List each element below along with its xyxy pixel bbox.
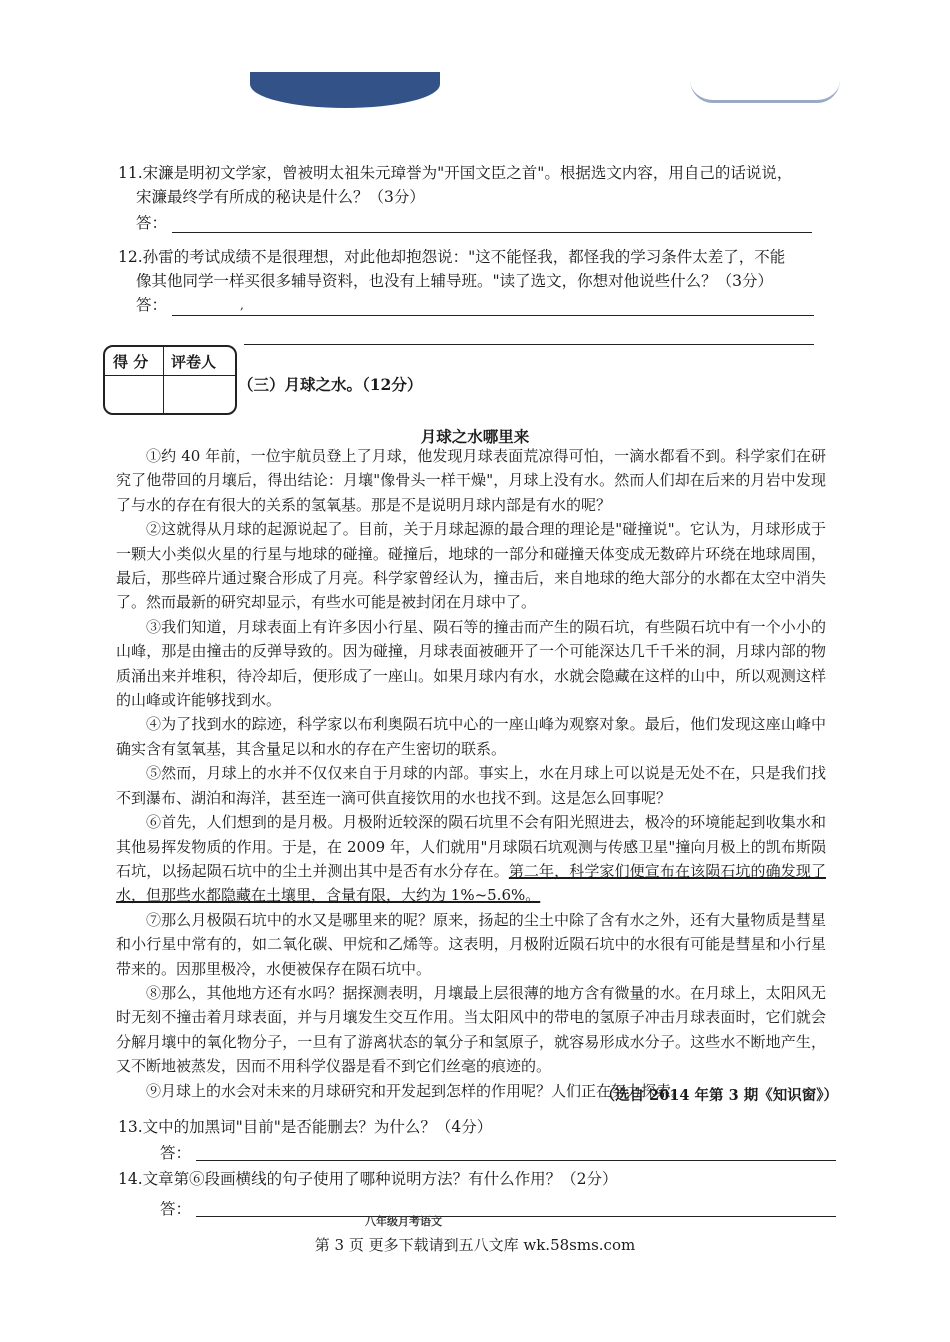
article-title: 月球之水哪里来: [420, 427, 530, 446]
paragraph-6-underlined: 第二年，科学家们便宣布在该陨石坑的确发现了水，但那些水都隐藏在土壤里，含量有限，大约为 1%~5.6%。: [116, 861, 826, 905]
answer-line-13[interactable]: [196, 1160, 836, 1161]
answer-label-12: 答：: [136, 296, 168, 314]
paragraph-7: ⑦那么月极陨石坑中的水又是哪里来的呢？原来，扬起的尘土中除了含有水之外，还有大量物质是彗星和小行星中常有的，如二氧化碳、甲烷和乙烯等。这表明，月极附近陨石坑中的水很有可能是彗星和小行星带来的。因那里极冷，水便被保存在陨石坑中。: [116, 910, 826, 978]
paragraph-9: ⑨月球上的水会对未来的月球研究和开发起到怎样的作用呢？人们正在努力探索。: [146, 1081, 687, 1100]
article-body: [116, 444, 826, 1103]
page-bottom-label: 八年级月考语文: [365, 1215, 442, 1228]
answer-label-14: 答：: [160, 1200, 192, 1218]
paragraph-6-text: ⑥首先，人们想到的是月极。月极附近较深的陨石坑里不会有阳光照进去，极冷的环境能起到收集水和其他易挥发物质的作用。于是，在 2009 年，人们就用"月球陨石坑观测与传感卫星"撞向月极上的凯布斯陨石坑，以扬起陨石坑中的尘土并测出其中是否有水分存在。: [116, 813, 826, 880]
answer-label-13: 答：: [160, 1144, 192, 1162]
binding-clip-shadow: [690, 80, 840, 103]
question-11-line2: 宋濂最终学有所成的秘诀是什么？（3分）: [136, 188, 425, 206]
answer-line-12a[interactable]: [172, 315, 814, 316]
answer-line-12b[interactable]: [244, 344, 814, 345]
answer-line-11[interactable]: [172, 232, 812, 233]
article-source: （选自 2014 年第 3 期《知识窗》）: [600, 1087, 838, 1104]
answer-label-11: 答：: [136, 214, 168, 232]
paragraph-6: [116, 810, 826, 908]
paragraph-4: ④为了找到水的踪迹，科学家以布利奥陨石坑中心的一座山峰为观察对象。最后，他们发现这座山峰中确实含有氢氧基，其含量足以和水的存在产生密切的联系。: [116, 715, 826, 758]
ink-dot: ,: [240, 298, 244, 312]
score-box: [103, 345, 237, 415]
paragraph-8: ⑧那么，其他地方还有水吗？据探测表明，月壤最上层很薄的地方含有微量的水。在月球上，太阳风无时无刻不撞击着月球表面，并与月壤发生交互作用。当太阳风中的带电的氢原子冲击月球表面时，它们就会分解月壤中的氧化物分子，一旦有了游离状态的氧分子和氢原子，就容易形成水分子。这些水不断地产生，又不断地被蒸发，因而不用科学仪器是看不到它们丝毫的痕迹的。: [116, 983, 826, 1076]
score-label: 得 分: [113, 353, 149, 371]
question-13: 13.文中的加黑词"目前"是否能删去？为什么？（4分）: [118, 1118, 493, 1136]
section-heading: （三）月球之水。（12分）: [238, 375, 423, 394]
grader-label: 评卷人: [171, 353, 217, 371]
question-12-line2: 像其他同学一样买很多辅导资料，也没有上辅导班。"读了选文，你想对他说些什么？（3分）: [136, 272, 773, 290]
question-11-line1: 11.宋濂是明初文学家，曾被明太祖朱元璋誉为"开国文臣之首"。根据选文内容，用自己的话说说，: [118, 164, 793, 182]
paragraph-2: ②这就得从月球的起源说起了。目前，关于月球起源的最合理的理论是"碰撞说"。它认为，月球形成于一颗大小类似火星的行星与地球的碰撞。碰撞后，地球的一部分和碰撞天体变成无数碎片环绕在地球周围，最后，那些碎片通过聚合形成了月亮。科学家曾经认为，撞击后，来自地球的绝大部分的水都在太空中消失了。然而最新的研究却显示，有些水可能是被封闭在月球中了。: [116, 520, 826, 612]
paragraph-3: ③我们知道，月球表面上有许多因小行星、陨石等的撞击而产生的陨石坑，有些陨石坑中有一个小小的山峰，那是由撞击的反弹导致的。因为碰撞，月球表面被砸开了一个可能深达几千千米的洞，月球内部的物质涌出来并堆积，待冷却后，便形成了一座山。如果月球内有水，水就会隐藏在这样的山中，所以观测这样的山峰或许能够找到水。: [116, 617, 826, 710]
paragraph-5: ⑤然而，月球上的水并不仅仅来自于月球的内部。事实上，水在月球上可以说是无处不在，只是我们找不到瀑布、湖泊和海洋，甚至连一滴可供直接饮用的水也找不到。这是怎么回事呢？: [116, 764, 826, 807]
answer-line-14[interactable]: [196, 1216, 836, 1217]
question-12-line1: 12.孙雷的考试成绩不是很理想，对此他却抱怨说："这不能怪我，都怪我的学习条件太差了，不能: [118, 248, 786, 266]
score-box-divider-h: [105, 375, 235, 376]
paragraph-1: ①约 40 年前，一位宇航员登上了月球，他发现月球表面荒凉得可怕，一滴水都看不到。科学家们在研究了他带回的月壤后，得出结论：月壤"像骨头一样干燥"，月球上没有水。然而人们却在后来的月岩中发现了与水的存在有很大的关系的氢氧基。那是不是说明月球内部是有水的呢？: [116, 447, 826, 514]
question-14: 14.文章第⑥段画横线的句子使用了哪种说明方法？有什么作用？（2分）: [118, 1170, 618, 1188]
score-box-divider-v: [163, 347, 164, 413]
page-footer: 第 3 页 更多下载请到五八文库 wk.58sms.com: [314, 1236, 636, 1254]
